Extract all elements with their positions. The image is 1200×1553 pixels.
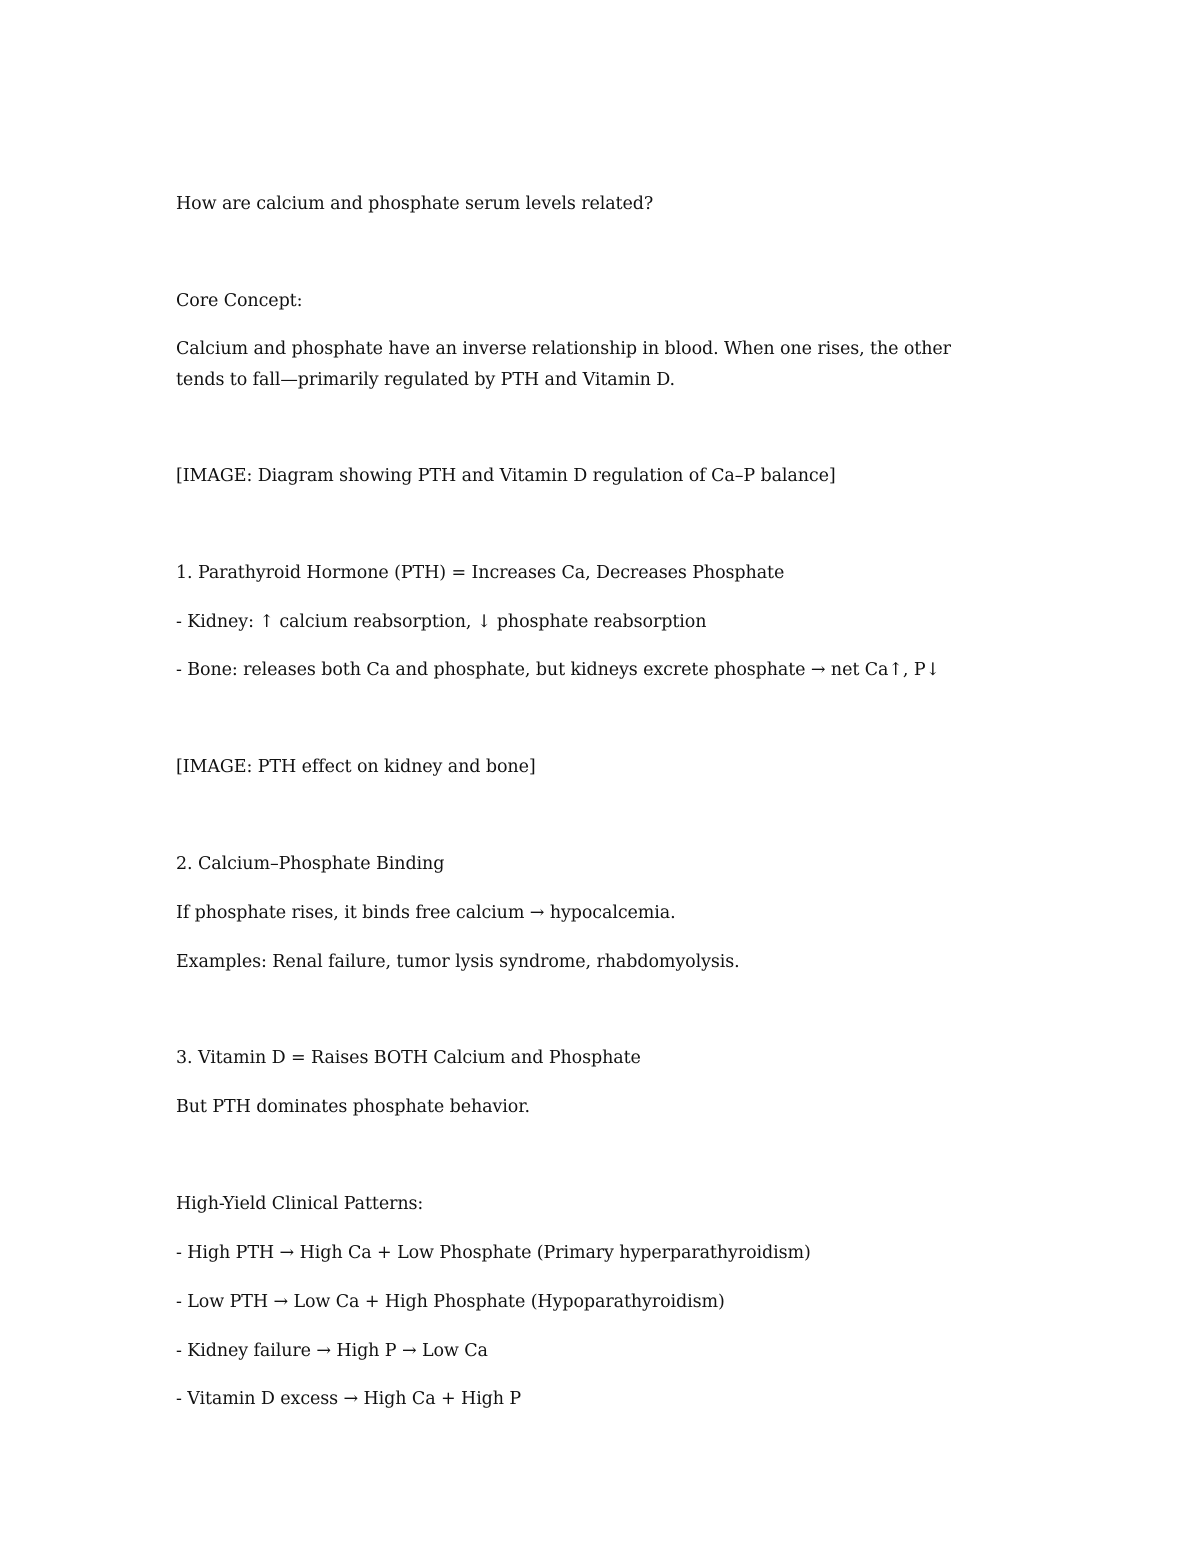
- section-2-examples: Examples: Renal failure, tumor lysis syndrome, rhabdomyolysis.: [176, 952, 740, 972]
- image-placeholder-pth-effect: [IMAGE: PTH effect on kidney and bone]: [176, 757, 536, 777]
- clinical-pattern-item: - Low PTH → Low Ca + High Phosphate (Hypoparathyroidism): [176, 1292, 725, 1312]
- clinical-pattern-item: - High PTH → High Ca + Low Phosphate (Primary hyperparathyroidism): [176, 1243, 811, 1263]
- clinical-pattern-item: - Vitamin D excess → High Ca + High P: [176, 1389, 522, 1409]
- image-placeholder-regulation: [IMAGE: Diagram showing PTH and Vitamin D regulation of Ca–P balance]: [176, 466, 836, 486]
- section-2-heading: 2. Calcium–Phosphate Binding: [176, 854, 445, 874]
- core-concept-heading: Core Concept:: [176, 291, 303, 311]
- section-1-heading: 1. Parathyroid Hormone (PTH) = Increases Ca, Decreases Phosphate: [176, 563, 785, 583]
- section-1-kidney-item: - Kidney: ↑ calcium reabsorption, ↓ phosphate reabsorption: [176, 612, 707, 632]
- question-heading: How are calcium and phosphate serum levels related?: [176, 194, 654, 214]
- section-2-text-line-1: If phosphate rises, it binds free calcium → hypocalcemia.: [176, 903, 676, 923]
- section-3-heading: 3. Vitamin D = Raises BOTH Calcium and Phosphate: [176, 1048, 641, 1068]
- clinical-patterns-heading: High-Yield Clinical Patterns:: [176, 1194, 424, 1214]
- core-concept-text-line-2: tends to fall—primarily regulated by PTH and Vitamin D.: [176, 370, 676, 390]
- section-1-bone-item: - Bone: releases both Ca and phosphate, but kidneys excrete phosphate → net Ca↑, P↓: [176, 660, 941, 680]
- clinical-pattern-item: - Kidney failure → High P → Low Ca: [176, 1341, 488, 1361]
- section-3-text: But PTH dominates phosphate behavior.: [176, 1097, 530, 1117]
- core-concept-text-line-1: Calcium and phosphate have an inverse relationship in blood. When one rises, the other: [176, 339, 951, 359]
